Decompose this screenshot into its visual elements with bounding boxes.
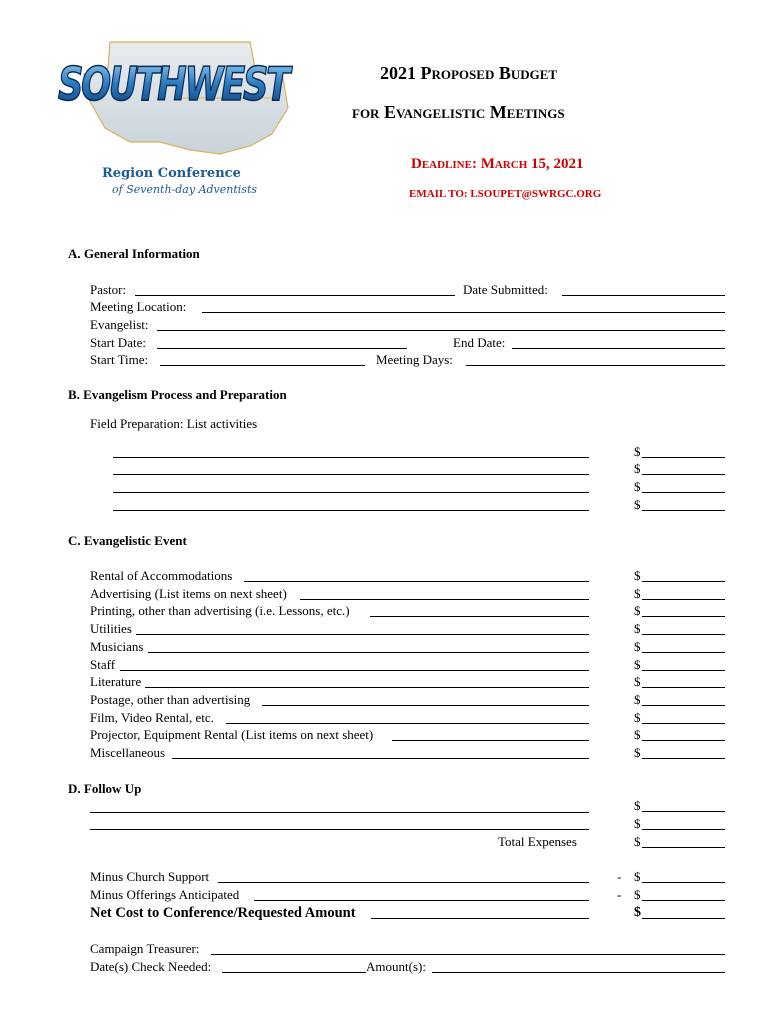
section-b-heading: B. Evangelism Process and Preparation [68,387,287,402]
amount-field[interactable] [642,457,725,458]
email-text: EMAIL TO: LSOUPET@SWRGC.ORG [409,188,602,200]
amount-field[interactable] [642,581,725,582]
amount-field[interactable] [642,474,725,475]
minus-church-support-line[interactable] [218,882,589,883]
date-check-needed-label: Date(s) Check Needed: [90,959,212,974]
currency-symbol: $ [634,710,641,725]
amount-field[interactable] [642,705,725,706]
field-preparation-label: Field Preparation: List activities [90,416,258,431]
expense-label: Rental of Accommodations [90,568,233,583]
southwest-wordmark [56,52,292,116]
church-support-amount-field[interactable] [642,882,725,883]
currency-symbol: $ [634,444,641,459]
currency-symbol: $ [634,834,641,849]
minus-sign: - [617,869,622,884]
expense-leader-line[interactable] [148,652,589,653]
expense-label: Postage, other than advertising [90,692,251,707]
currency-symbol: $ [634,745,641,760]
pastor-field[interactable] [135,295,455,296]
expense-leader-line[interactable] [136,634,589,635]
expense-label: Printing, other than advertising (i.e. Lessons, etc.) [90,603,350,618]
start-time-label: Start Time: [90,352,149,367]
expense-leader-line[interactable] [370,616,589,617]
logo-subtitle-2: of Seventh-day Adventists [112,183,258,196]
minus-church-support-label: Minus Church Support [90,869,210,884]
amount-field[interactable] [642,616,725,617]
currency-symbol: $ [634,603,641,618]
expense-leader-line[interactable] [172,758,589,759]
currency-symbol: $ [634,497,641,512]
section-c-heading: C. Evangelistic Event [68,533,187,548]
amount-field[interactable] [642,634,725,635]
amount-field[interactable] [642,599,725,600]
currency-symbol: $ [634,621,641,636]
expense-label: Utilities [90,621,132,636]
currency-symbol: $ [634,479,641,494]
start-date-field[interactable] [157,348,407,349]
currency-symbol: $ [634,568,641,583]
evangelist-field[interactable] [157,330,725,331]
expense-leader-line[interactable] [244,581,589,582]
expense-label: Film, Video Rental, etc. [90,710,214,725]
end-date-field[interactable] [512,348,725,349]
expense-label: Advertising (List items on next sheet) [90,586,287,601]
logo-wordmark-text: SOUTHWEST [58,57,294,111]
logo [50,38,300,198]
amount-field[interactable] [642,811,725,812]
currency-symbol: $ [634,639,641,654]
expense-label: Miscellaneous [90,745,166,760]
amount-field[interactable] [642,652,725,653]
activity-field[interactable] [113,474,589,475]
expense-label: Literature [90,674,142,689]
campaign-treasurer-label: Campaign Treasurer: [90,941,200,956]
currency-symbol: $ [634,692,641,707]
currency-symbol: $ [634,869,641,884]
start-time-field[interactable] [160,365,365,366]
expense-leader-line[interactable] [300,599,589,600]
expense-leader-line[interactable] [226,723,589,724]
end-date-label: End Date: [453,335,506,350]
amount-field[interactable] [642,492,725,493]
currency-symbol: $ [634,816,641,831]
activity-field[interactable] [113,457,589,458]
expense-label: Staff [90,657,116,672]
currency-symbol: $ [634,461,641,476]
net-cost-line[interactable] [371,918,589,919]
activity-field[interactable] [113,492,589,493]
amount-field[interactable] [642,758,725,759]
page-subtitle: for Evangelistic Meetings [352,102,565,122]
campaign-treasurer-field[interactable] [211,954,725,955]
evangelist-label: Evangelist: [90,317,149,332]
section-a-heading: A. General Information [68,246,200,261]
amounts-label: Amount(s): [366,959,426,974]
date-check-needed-field[interactable] [222,972,366,973]
minus-sign: - [617,887,622,902]
currency-symbol: $ [634,657,641,672]
total-expenses-label: Total Expenses [498,834,577,849]
deadline-text: Deadline: March 15, 2021 [411,156,584,172]
currency-symbol: $ [634,798,641,813]
expense-leader-line[interactable] [262,705,589,706]
currency-symbol: $ [634,674,641,689]
total-expenses-field[interactable] [642,847,725,848]
start-date-label: Start Date: [90,335,146,350]
activity-field[interactable] [113,510,589,511]
meeting-days-label: Meeting Days: [376,352,453,367]
expense-leader-line[interactable] [392,740,589,741]
amount-field[interactable] [642,829,725,830]
currency-symbol: $ [634,887,641,902]
minus-offerings-label: Minus Offerings Anticipated [90,887,240,902]
amount-field[interactable] [642,687,725,688]
expense-label: Musicians [90,639,144,654]
minus-offerings-line[interactable] [254,900,589,901]
pastor-label: Pastor: [90,282,127,297]
offerings-amount-field[interactable] [642,900,725,901]
currency-symbol: $ [634,586,641,601]
amounts-field[interactable] [432,972,725,973]
expense-leader-line[interactable] [120,670,589,671]
amount-field[interactable] [642,740,725,741]
page-title: 2021 Proposed Budget [380,63,558,83]
net-cost-label: Net Cost to Conference/Requested Amount [90,905,356,921]
meeting-days-field[interactable] [466,365,725,366]
logo-subtitle-1: Region Conference [102,166,241,181]
amount-field[interactable] [642,670,725,671]
date-submitted-label: Date Submitted: [463,282,548,297]
amount-field[interactable] [642,723,725,724]
expense-leader-line[interactable] [145,687,589,688]
currency-symbol: $ [634,905,641,920]
expense-label: Projector, Equipment Rental (List items on next sheet) [90,727,374,742]
date-submitted-field[interactable] [562,295,725,296]
currency-symbol: $ [634,727,641,742]
meeting-location-label: Meeting Location: [90,299,187,314]
section-d-heading: D. Follow Up [68,781,142,796]
follow-up-field[interactable] [90,829,589,830]
meeting-location-field[interactable] [202,312,725,313]
net-cost-amount-field[interactable] [642,918,725,919]
follow-up-field[interactable] [90,812,589,813]
amount-field[interactable] [642,510,725,511]
